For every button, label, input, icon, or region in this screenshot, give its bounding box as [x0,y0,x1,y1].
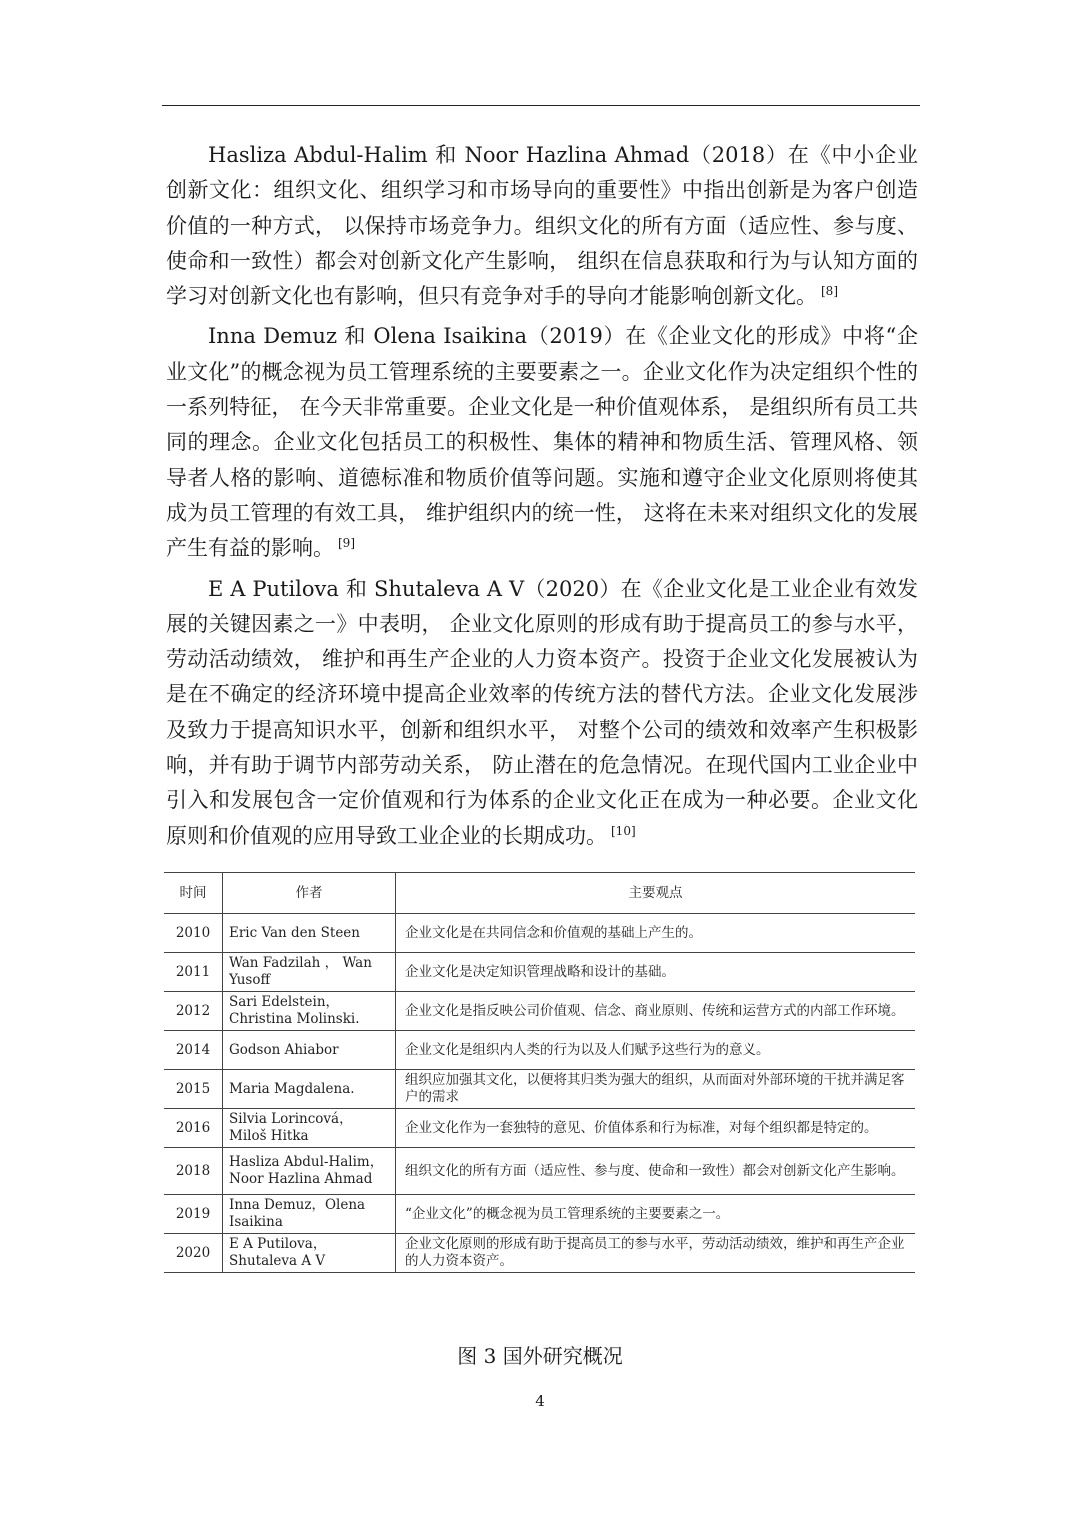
table-header-row [164,873,915,914]
header-author: 作者 [223,873,396,914]
cell-year: 2014 [164,1031,223,1070]
cell-year: 2016 [164,1109,223,1148]
cell-view: 企业文化原则的形成有助于提高员工的参与水平，劳动活动绩效，维护和再生产企业的人力资本资产。 [396,1234,916,1273]
cell-year: 2010 [164,914,223,953]
cell-author: Eric Van den Steen [223,914,396,953]
header-view: 主要观点 [396,873,916,914]
table-row [164,1195,915,1234]
cell-author: Wan Fadzilah ， Wan Yusoff [223,953,396,992]
table-row [164,914,915,953]
cell-view: 企业文化作为一套独特的意见、价值体系和行为标准，对每个组织都是特定的。 [396,1109,916,1148]
cell-view: 企业文化是组织内人类的行为以及人们赋予这些行为的意义。 [396,1031,916,1070]
citation-marker: [9] [338,536,355,551]
header-rule [162,105,920,106]
cell-view: “企业文化”的概念视为员工管理系统的主要要素之一。 [396,1195,916,1234]
paragraph-1 [166,138,918,314]
cell-view: 组织应加强其文化，以便将其归类为强大的组织，从而面对外部环境的干扰并满足客户的需求 [396,1070,916,1109]
citation-marker: [8] [821,284,838,299]
header-year: 时间 [164,873,223,914]
cell-author: Inna Demuz，Olena Isaikina [223,1195,396,1234]
cell-view: 企业文化是决定知识管理战略和设计的基础。 [396,953,916,992]
table-row [164,1148,915,1195]
research-overview-table [164,872,915,1273]
cell-year: 2018 [164,1148,223,1195]
cell-year: 2012 [164,992,223,1031]
cell-view: 企业文化是在共同信念和价值观的基础上产生的。 [396,914,916,953]
cell-author: E A Putilova，Shutaleva A V [223,1234,396,1273]
page-number: 4 [535,1392,545,1410]
table-row [164,1234,915,1273]
cell-year: 2015 [164,1070,223,1109]
paragraph-2 [166,319,918,566]
paragraph-3 [166,572,918,854]
table-row [164,953,915,992]
cell-view: 企业文化是指反映公司价值观、信念、商业原则、传统和运营方式的内部工作环境。 [396,992,916,1031]
cell-year: 2020 [164,1234,223,1273]
table-row [164,1109,915,1148]
cell-author: Sari Edelstein，Christina Molinski. [223,992,396,1031]
cell-author: Godson Ahiabor [223,1031,396,1070]
cell-author: Silvia Lorincová，Miloš Hitka [223,1109,396,1148]
paragraph-text: Hasliza Abdul-Halim 和 Noor Hazlina Ahmad（2018）在《中小企业创新文化：组织文化、组织学习和市场导向的重要性》中指出创新是为客户创造价值的一种方式， 以保持市场竞争力。组织文化的所有方面（适应性、参与度、使命和一致性）都会对创新文化产生影响， 组织在信息获取和行为与认知方面的学习对创新文化也有影响，但只有竞争对手的导向才能影响创新文化。 [166,143,918,309]
table-row [164,1031,915,1070]
figure-caption: 图 3 国外研究概况 [457,1344,623,1368]
cell-view: 组织文化的所有方面（适应性、参与度、使命和一致性）都会对创新文化产生影响。 [396,1148,916,1195]
cell-author: Hasliza Abdul-Halim，Noor Hazlina Ahmad [223,1148,396,1195]
paragraph-text: Inna Demuz 和 Olena Isaikina（2019）在《企业文化的形成》中将“企业文化”的概念视为员工管理系统的主要要素之一。企业文化作为决定组织个性的一系列特征， 在今天非常重要。企业文化是一种价值观体系， 是组织所有员工共同的理念。企业文化包括员工的积极性、集体的精神和物质生活、管理风格、领导者人格的影响、道德标准和物质价值等问题。实施和遵守企业文化原则将使其成为员工管理的有效工具， 维护组织内的统一性， 这将在未来对组织文化的发展产生有益的影响。 [166,324,918,561]
paragraph-text: E A Putilova 和 Shutaleva A V（2020）在《企业文化是工业企业有效发展的关键因素之一》中表明， 企业文化原则的形成有助于提高员工的参与水平， 劳动活动绩效， 维护和再生产企业的人力资本资产。投资于企业文化发展被认为是在不确定的经济环境中提高企业效率的传统方法的替代方法。企业文化发展涉及致力于提高知识水平，创新和组织水平， 对整个公司的绩效和效率产生积极影响，并有助于调节内部劳动关系， 防止潜在的危急情况。在现代国内工业企业中引入和发展包含一定价值观和行为体系的企业文化正在成为一种必要。企业文化原则和价值观的应用导致工业企业的长期成功。 [166,576,918,848]
cell-year: 2011 [164,953,223,992]
body-text [166,138,918,859]
cell-year: 2019 [164,1195,223,1234]
cell-author: Maria Magdalena. [223,1070,396,1109]
table-row [164,992,915,1031]
table-row [164,1070,915,1109]
citation-marker: [10] [611,823,636,838]
